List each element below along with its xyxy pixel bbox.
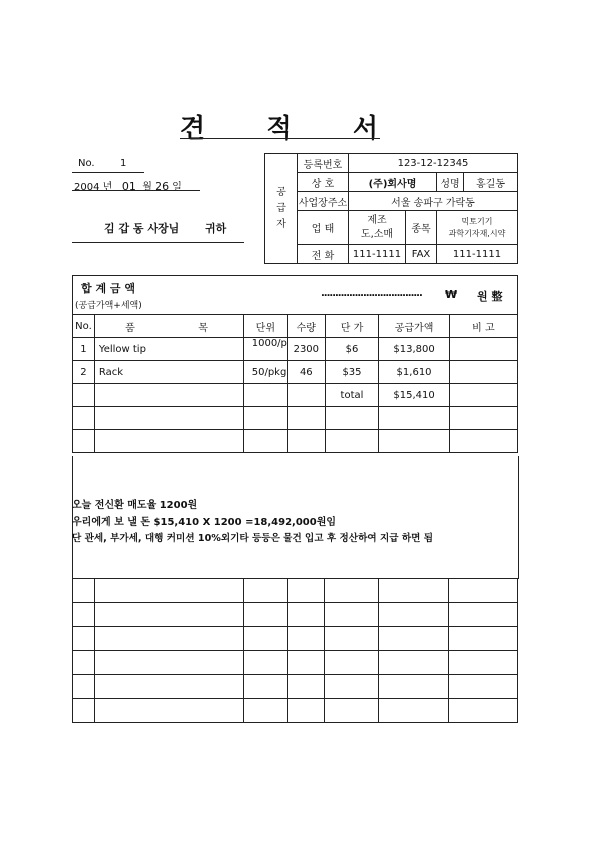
title-char-2: 적: [266, 114, 294, 144]
table-row-empty: [73, 407, 518, 430]
header-note: 비 고: [449, 315, 517, 338]
total-amount-currency: ₩: [445, 288, 458, 301]
date-year-unit: 년: [102, 182, 113, 193]
header-unit: 단위: [243, 315, 287, 338]
row-note: [449, 361, 517, 384]
biz-item-label: 종목: [406, 211, 437, 245]
table-row-empty: [73, 627, 518, 651]
company-label: 상 호: [298, 173, 349, 192]
total-value: $15,410: [379, 384, 450, 407]
row-note: [449, 338, 517, 361]
table-row-empty: [73, 651, 518, 675]
address-label: 사업장주소: [298, 192, 349, 211]
table-row-empty: [73, 430, 518, 453]
title-underline: [180, 138, 380, 139]
extra-rows-table: [72, 578, 518, 723]
row-qty: 46: [287, 361, 325, 384]
date-day-unit: 일: [172, 182, 182, 193]
supplier-table: [264, 153, 518, 264]
row-qty: 2300: [287, 338, 325, 361]
note-line-2: 우리에게 보 낼 돈 $15,410 X 1200 =18,492,000원임: [72, 517, 337, 528]
note-line-1: 오늘 전신환 매도율 1200원: [72, 500, 198, 511]
title-char-3: 서: [352, 114, 380, 144]
table-total-row: [73, 384, 518, 407]
biz-type-label: 업 태: [298, 211, 349, 245]
table-row-empty: [73, 603, 518, 627]
date-month: 01: [121, 180, 136, 193]
recipient-underline: [72, 242, 244, 243]
name-label: 성명: [437, 173, 464, 192]
date-day: 26: [155, 180, 170, 193]
header-no: No.: [73, 315, 95, 338]
row-price: $6: [325, 338, 379, 361]
date-year: 2004: [74, 182, 100, 193]
row-no: 1: [73, 338, 95, 361]
table-row-empty: [73, 675, 518, 699]
doc-no-value: 1: [120, 158, 127, 169]
name-value: 홍길동: [464, 173, 518, 192]
table-row-empty: [73, 699, 518, 723]
note-line-3: 단 관세, 부가세, 대행 커미션 10%외기타 등등은 물건 입고 후 정산하여 지급 하면 됨: [72, 533, 433, 544]
reg-label: 등록번호: [298, 154, 349, 173]
tel-label: 전 화: [298, 245, 349, 264]
document-title: [180, 108, 380, 144]
biz-type-value: 제조 도,소매: [349, 211, 406, 245]
row-price: $35: [325, 361, 379, 384]
row-unit: 50/pkg: [243, 361, 287, 384]
doc-no-underline: [72, 172, 144, 173]
biz-item-value: 믹토기기 과학기자재,시약: [437, 211, 518, 245]
date-month-unit: 월: [142, 182, 152, 193]
total-amount-unit: 원 整: [477, 290, 503, 303]
table-row-empty: [73, 579, 518, 603]
row-item: Yellow tip: [94, 338, 243, 361]
recipient-name: 김 갑 동 사장님: [104, 222, 180, 235]
items-table: [72, 314, 518, 453]
fax-value: 111-1111: [437, 245, 518, 264]
row-amount: $1,610: [379, 361, 450, 384]
recipient: [104, 220, 226, 236]
header-price: 단 가: [325, 315, 379, 338]
total-amount-sublabel: (공급가액+세액): [75, 301, 142, 311]
table-row: [73, 361, 518, 384]
title-char-1: 견: [180, 114, 208, 144]
doc-no-label: No.: [78, 158, 95, 169]
reg-value: 123-12-12345: [349, 154, 518, 173]
header-qty: 수량: [287, 315, 325, 338]
total-amount-label: 합 계 금 액: [81, 282, 135, 295]
supplier-side-label: 공 급 자: [265, 154, 298, 264]
total-amount-box: [72, 275, 518, 315]
items-header-row: [73, 315, 518, 338]
row-amount: $13,800: [379, 338, 450, 361]
header-amount: 공급가액: [379, 315, 450, 338]
date-underline: [72, 190, 200, 191]
tel-value: 111-1111: [349, 245, 406, 264]
address-value: 서울 송파구 가락동: [349, 192, 518, 211]
total-amount-dots: ....................................: [321, 288, 422, 299]
row-unit: 1000/p: [243, 338, 287, 361]
row-no: 2: [73, 361, 95, 384]
header-item: 품 목: [94, 315, 243, 338]
recipient-suffix: 귀하: [204, 222, 227, 235]
row-item: Rack: [94, 361, 243, 384]
company-value: (주)회사명: [349, 173, 437, 192]
total-label: total: [325, 384, 379, 407]
table-row: [73, 338, 518, 361]
fax-label: FAX: [406, 245, 437, 264]
